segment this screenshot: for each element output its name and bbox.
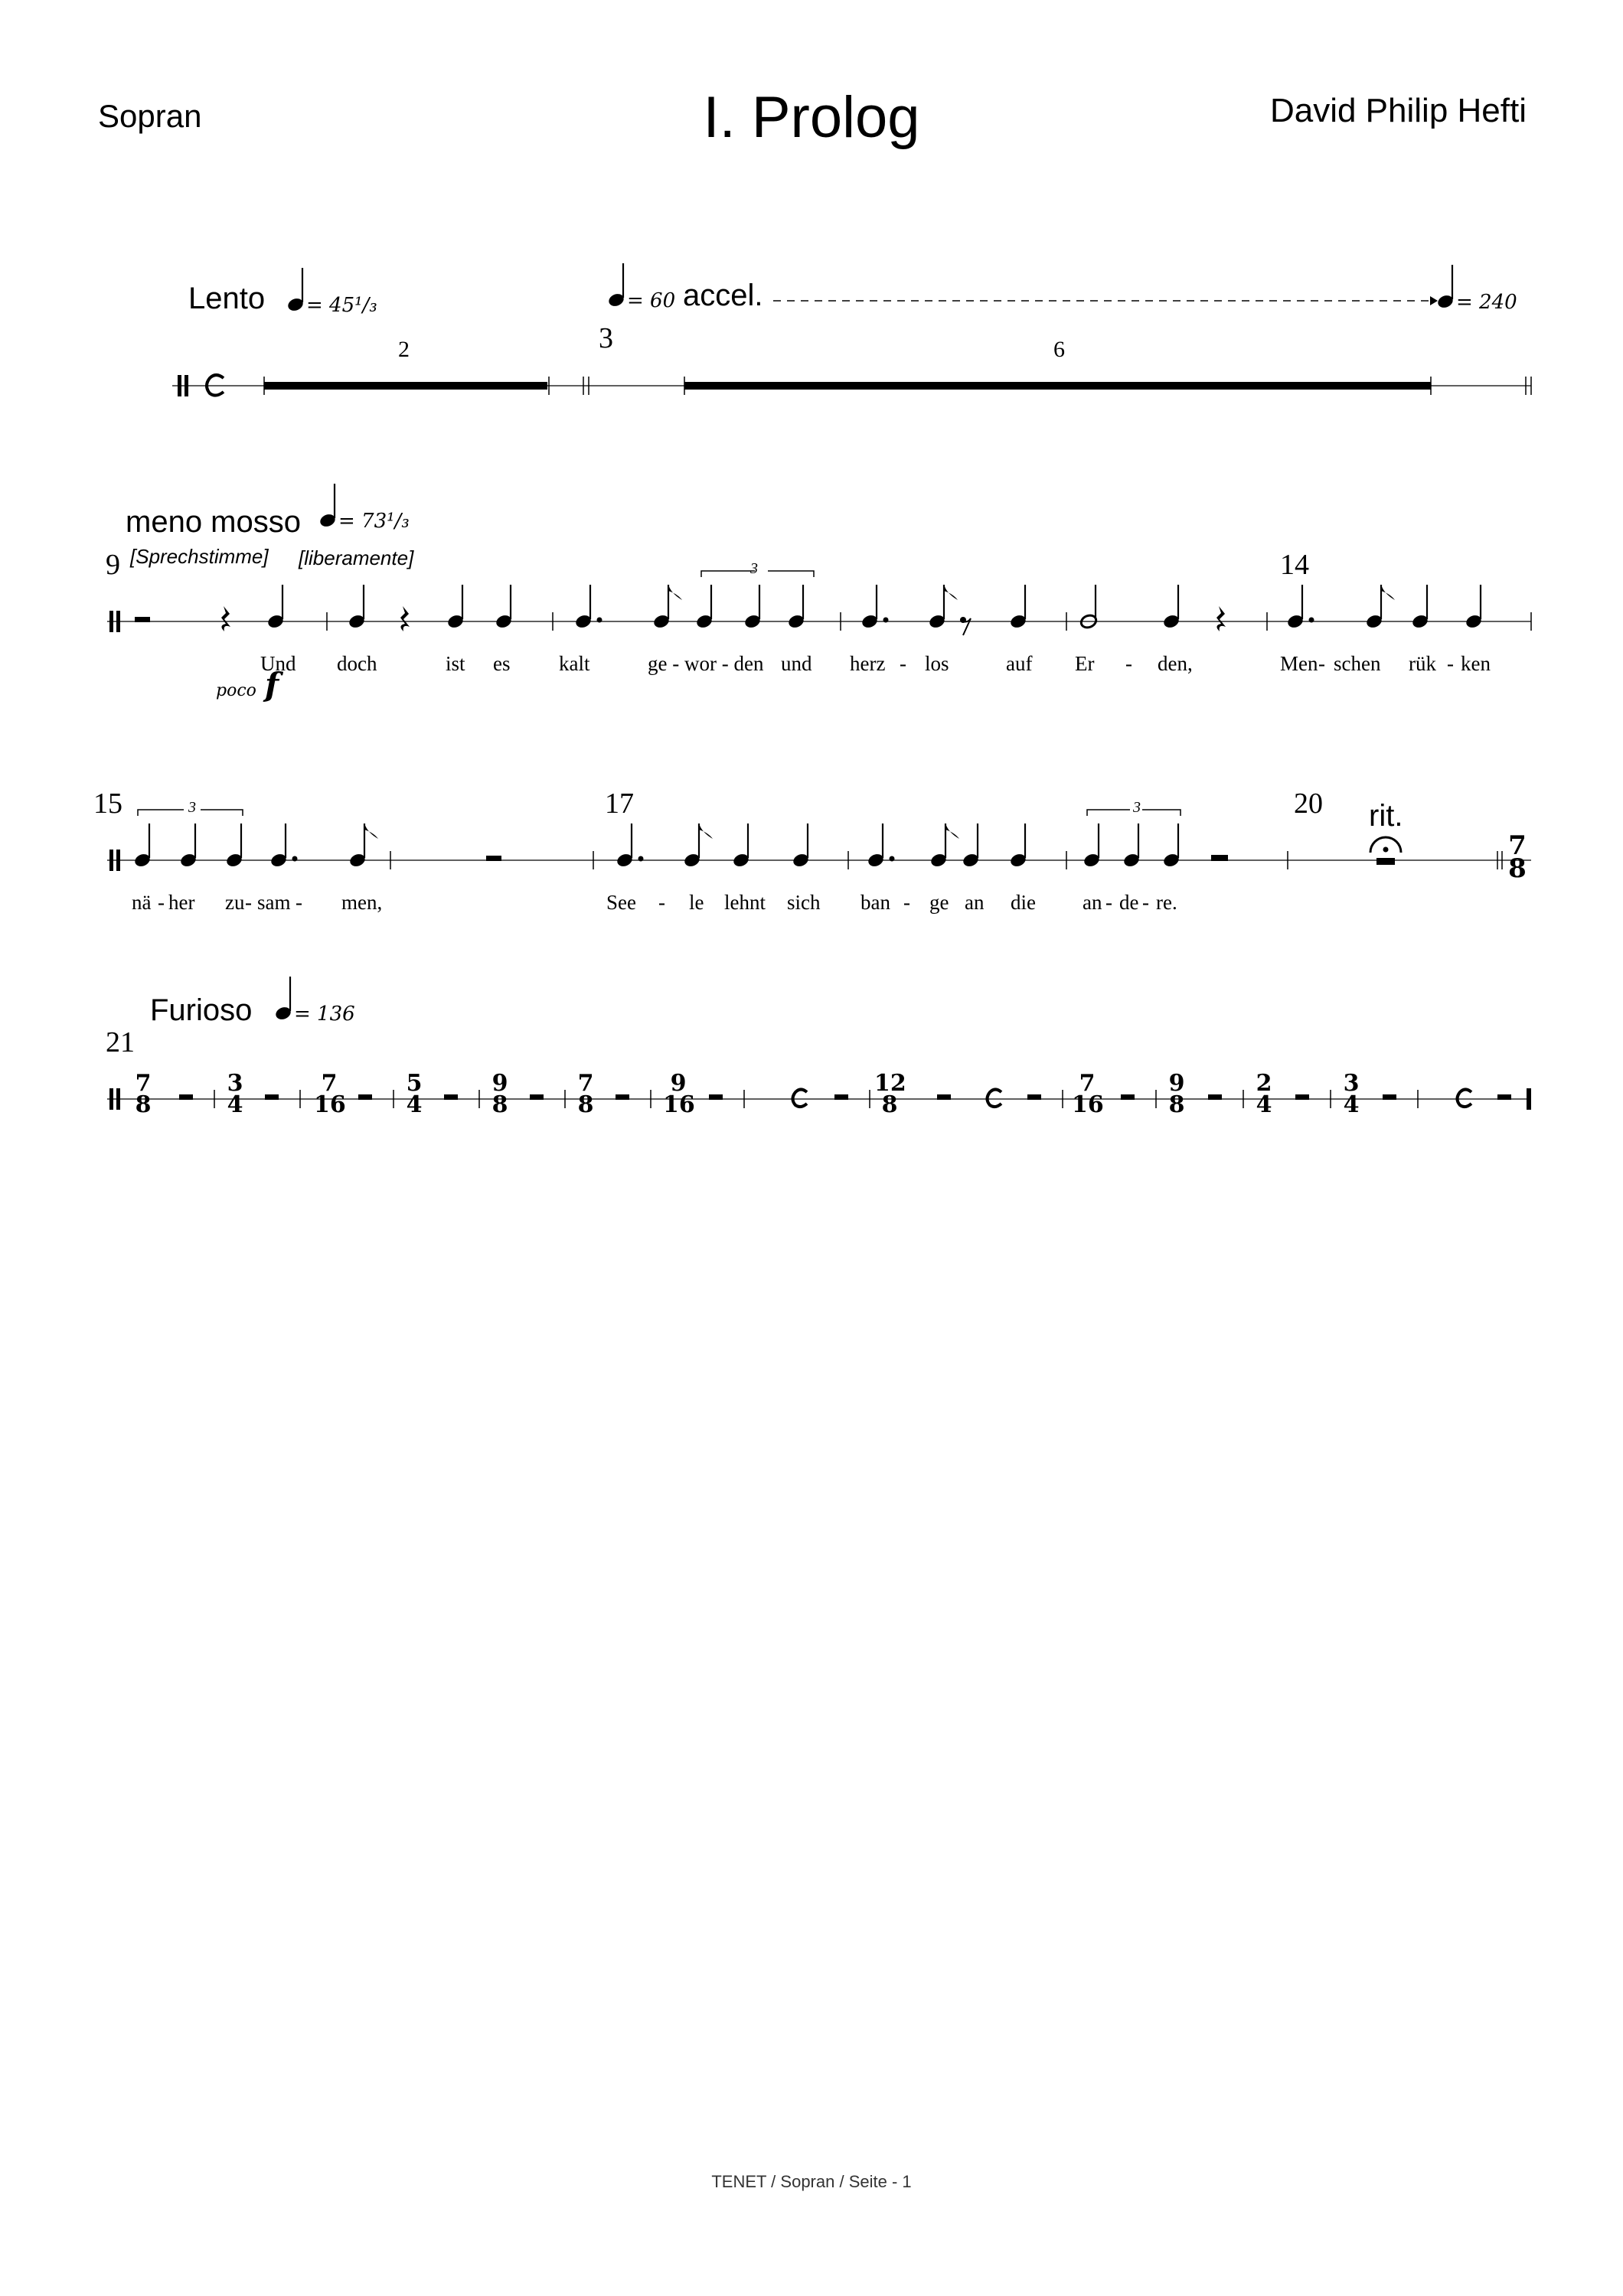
metronome-accel-start: = 60 xyxy=(627,289,676,312)
rit-marking: rit. xyxy=(1369,799,1403,833)
time-signature: 7 16 xyxy=(1072,1070,1104,1118)
time-signature: 9 8 xyxy=(1168,1070,1185,1118)
lyric-syllable: - xyxy=(1142,891,1149,914)
lyric-syllable: her xyxy=(168,891,195,914)
multirest-count-6: 6 xyxy=(1053,337,1065,362)
system-1 xyxy=(172,263,1531,396)
tuplet-number: 3 xyxy=(750,560,758,577)
metronome-furioso: = 136 xyxy=(294,1003,355,1026)
lyric-syllable: - xyxy=(900,652,906,675)
bar-number-3: 3 xyxy=(599,322,613,354)
lyric-syllable: Und xyxy=(260,652,296,675)
part-name: Sopran xyxy=(98,98,202,134)
lyric-syllable: de xyxy=(1119,891,1139,914)
composer-name: David Philip Hefti xyxy=(1269,92,1527,129)
bar-number-17: 17 xyxy=(605,788,634,820)
bar-number-20: 20 xyxy=(1294,788,1323,820)
time-signature-end-system-3 xyxy=(1507,830,1528,884)
accel-marking: accel. xyxy=(683,279,763,312)
bar-number-21: 21 xyxy=(106,1026,135,1058)
lyric-syllable: auf xyxy=(1006,652,1033,675)
lyric-syllable: es xyxy=(493,652,511,675)
lyric-syllable: - xyxy=(245,891,252,914)
time-sig-top: 7 xyxy=(1508,830,1527,861)
lyric-syllable: herz xyxy=(850,652,886,675)
multirest-count-2: 2 xyxy=(398,337,410,362)
dynamic-forte: f xyxy=(265,666,279,703)
lyric-syllable: Men xyxy=(1280,652,1318,675)
lyric-syllable: doch xyxy=(337,652,377,675)
lyric-syllable: schen xyxy=(1334,652,1381,675)
lyric-syllable: - xyxy=(658,891,665,914)
lyric-syllable: an xyxy=(965,891,985,914)
tempo-meno-mosso: meno mosso xyxy=(126,505,301,539)
lyric-syllable: sam xyxy=(257,891,291,914)
lyric-syllable: sich xyxy=(787,891,821,914)
lyric-syllable: nä xyxy=(132,891,152,914)
lyric-syllable: rük xyxy=(1409,652,1436,675)
time-signature: 7 8 xyxy=(577,1070,594,1118)
lyric-syllable: zu xyxy=(225,891,245,914)
lyric-syllable: los xyxy=(925,652,949,675)
metronome-accel-end: = 240 xyxy=(1456,291,1517,314)
time-signature: 9 8 xyxy=(491,1070,508,1118)
page-footer: TENET / Sopran / Seite - 1 xyxy=(711,2172,912,2191)
time-sig-bottom: 8 xyxy=(1508,853,1527,884)
metronome-meno-mosso: = 73¹/₃ xyxy=(338,510,410,533)
lyric-syllable: ge - wor - den xyxy=(648,652,764,675)
lyric-syllable: - xyxy=(903,891,910,914)
lyric-syllable: und xyxy=(781,652,812,675)
liberamente-marking: [liberamente] xyxy=(299,546,414,569)
time-signature: 2 4 xyxy=(1256,1070,1272,1118)
lyric-syllable: ken xyxy=(1461,652,1491,675)
lyric-syllable: re. xyxy=(1156,891,1177,914)
tuplet-number: 3 xyxy=(188,799,196,816)
time-signature: 3 4 xyxy=(227,1070,243,1118)
lyric-syllable: die xyxy=(1011,891,1036,914)
tempo-furioso: Furioso xyxy=(150,993,253,1027)
time-signature: 3 4 xyxy=(1343,1070,1360,1118)
bar-number-15: 15 xyxy=(93,788,122,820)
time-signature: 5 4 xyxy=(406,1070,423,1118)
lyric-syllable: ist xyxy=(446,652,465,675)
lyric-syllable: - xyxy=(158,891,165,914)
lyric-syllable: an xyxy=(1083,891,1102,914)
metronome-lento: = 45¹/₃ xyxy=(306,294,377,317)
lyric-syllable: kalt xyxy=(559,652,590,675)
time-signature: 7 8 xyxy=(135,1070,152,1118)
time-signature: 9 16 xyxy=(663,1070,695,1118)
time-signature: 7 16 xyxy=(314,1070,346,1118)
time-signature: 12 8 xyxy=(874,1070,906,1118)
lyric-syllable: Er xyxy=(1075,652,1095,675)
lyric-syllable: le xyxy=(689,891,704,914)
lyric-syllable: den, xyxy=(1158,652,1193,675)
sprechstimme-marking: [Sprechstimme] xyxy=(130,545,269,568)
page-title: I. Prolog xyxy=(703,85,920,150)
bar-number-9: 9 xyxy=(106,549,120,581)
lyric-syllable: - xyxy=(1105,891,1112,914)
lyric-syllable: - xyxy=(1318,652,1325,675)
lyric-syllable: See xyxy=(606,891,636,914)
dynamic-poco: poco xyxy=(216,681,256,700)
lyric-syllable: lehnt xyxy=(724,891,766,914)
lyric-syllable: - xyxy=(296,891,302,914)
lyric-syllable: - xyxy=(1447,652,1454,675)
lyric-syllable: ban xyxy=(860,891,890,914)
lyric-syllable: men, xyxy=(341,891,383,914)
lyric-syllable: - xyxy=(1125,652,1132,675)
bar-number-14: 14 xyxy=(1280,549,1309,581)
tempo-lento: Lento xyxy=(188,282,266,315)
tuplet-number: 3 xyxy=(1133,799,1141,816)
lyric-syllable: ge xyxy=(929,891,949,914)
